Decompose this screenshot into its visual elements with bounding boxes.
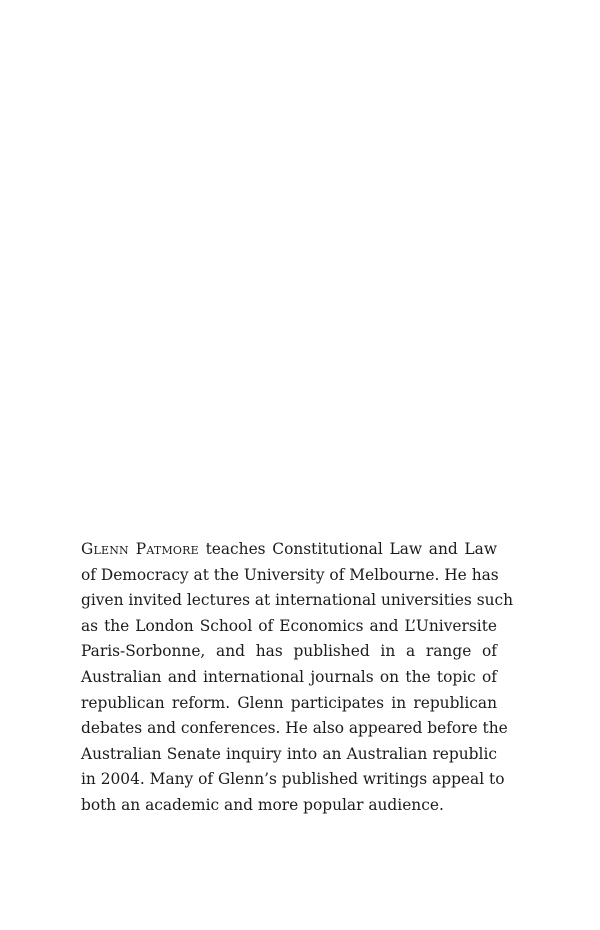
bio-line-11: both an academic and more popular audience.: [81, 795, 444, 814]
bio-line-1: [81, 537, 497, 563]
bio-line-10: in 2004. Many of Glenn’s published writings appeal to: [81, 770, 505, 789]
bio-line-2: of Democracy at the University of Melbourne. He has: [81, 565, 499, 584]
author-bio-paragraph: [81, 537, 514, 819]
bio-line-4: as the London School of Economics and L’Universite: [81, 616, 497, 635]
bio-line-5: Paris-Sorbonne, and has published in a range of: [81, 642, 497, 661]
bio-line-8: debates and conferences. He also appeared before the: [81, 719, 508, 738]
bio-line-6: Australian and international journals on the topic of: [81, 667, 497, 686]
bio-line-9: Australian Senate inquiry into an Australian republic: [81, 744, 497, 763]
bio-line-1-text: teaches Constitutional Law and Law: [198, 540, 497, 558]
author-name: Glenn Patmore: [81, 540, 199, 558]
bio-line-3: given invited lectures at international universities such: [81, 591, 514, 610]
bio-line-7: republican reform. Glenn participates in republican: [81, 693, 497, 712]
